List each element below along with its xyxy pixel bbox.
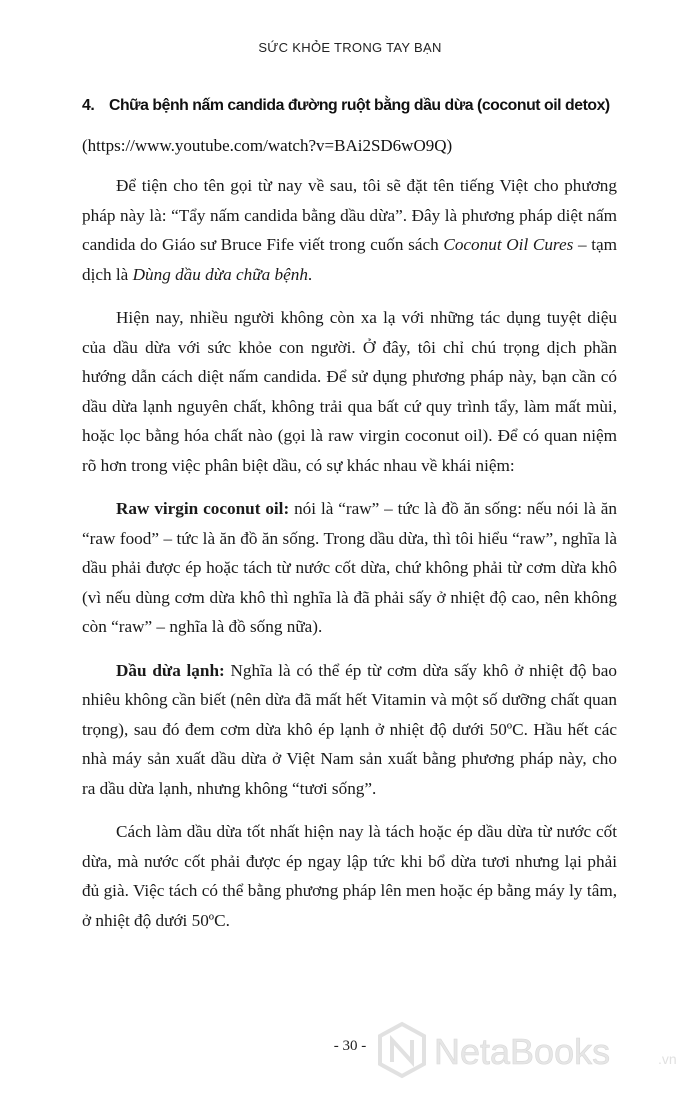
section-heading xyxy=(82,97,642,115)
paragraph-text: Nghĩa là có thể ép từ cơm dừa sấy khô ở nhiệt độ bao nhiêu không cần biết (nên dừa đã mất hết Vitamin và một số dưỡng chất quan trọng), sau đó đem cơm dừa khô ép lạnh ở nhiệt độ dưới 50ºC. Hầu hết các nhà máy sản xuất dầu dừa ở Việt Nam sản xuất bằng phương pháp này, cho ra dầu dừa lạnh, nhưng không “tươi sống”. xyxy=(82,660,617,798)
body-text xyxy=(82,171,617,935)
paragraph-best-method: Cách làm dầu dừa tốt nhất hiện nay là tách hoặc ép dầu dừa từ nước cốt dừa, mà nước cốt phải được ép ngay lập tức khi bổ dừa tươi nhưng lại phải đủ già. Việc tách có thể bằng phương pháp lên men hoặc ép bằng máy ly tâm, ở nhiệt độ dưới 50ºC. xyxy=(82,822,617,930)
running-header: SỨC KHỎE TRONG TAY BẠN xyxy=(258,40,442,55)
watermark-brand: NetaBooks xyxy=(434,1031,611,1072)
watermark-tld: .vn xyxy=(658,1051,677,1067)
section-title: Chữa bệnh nấm candida đường ruột bằng dầu dừa (coconut oil detox) xyxy=(109,97,610,114)
paragraph-cold-definition xyxy=(82,656,617,804)
paragraph-text: – tạm dịch là xyxy=(82,235,617,284)
term-cold-pressed: Dầu dừa lạnh: xyxy=(116,660,225,680)
page-number: - 30 - xyxy=(333,1038,367,1054)
paragraph-intro xyxy=(82,171,617,289)
paragraph-raw-definition xyxy=(82,494,617,642)
book-title: Coconut Oil Cures xyxy=(443,235,574,254)
term-raw-virgin: Raw virgin coconut oil: xyxy=(116,499,290,518)
source-url: (https://www.youtube.com/watch?v=BAi2SD6wO9Q) xyxy=(82,136,453,155)
paragraph-text: Để tiện cho tên gọi từ nay về sau, tôi sẽ đặt tên tiếng Việt cho phương pháp này là: “Tẩy nấm candida bằng dầu dừa”. Đây là phương pháp diệt nấm candida do Giáo sư Bruce Fife viết trong cuốn sách xyxy=(82,176,617,254)
paragraph-text: . xyxy=(307,264,313,284)
section-number: 4. xyxy=(82,97,95,114)
paragraph-text: nói là “raw” – tức là đồ ăn sống: nếu nói là ăn “raw food” – tức là ăn đồ ăn sống. Trong dầu dừa, thì tôi hiểu “raw”, nghĩa là dầu phải được ép hoặc tách từ nước cốt dừa, chứ không phải từ cơm dừa khô (vì nếu dùng cơm dừa khô thì nghĩa là đã phải sấy ở nhiệt độ cao, nên không còn “raw” – nghĩa là đồ sống nữa). xyxy=(82,499,617,636)
book-title-translation: Dùng dầu dừa chữa bệnh xyxy=(132,264,308,284)
paragraph-overview: Hiện nay, nhiều người không còn xa lạ với những tác dụng tuyệt diệu của dầu dừa với sức khỏe con người. Ở đây, tôi chỉ chú trọng dịch phần hướng dẫn cách diệt nấm candida. Để sử dụng phương pháp này, bạn cần có dầu dừa lạnh nguyên chất, không trải qua bất cứ quy trình tẩy, làm mất mùi, hoặc lọc bằng hóa chất nào (gọi là raw virgin coconut oil). Để có quan niệm rõ hơn trong việc phân biệt dầu, có sự khác nhau về khái niệm: xyxy=(82,308,617,475)
